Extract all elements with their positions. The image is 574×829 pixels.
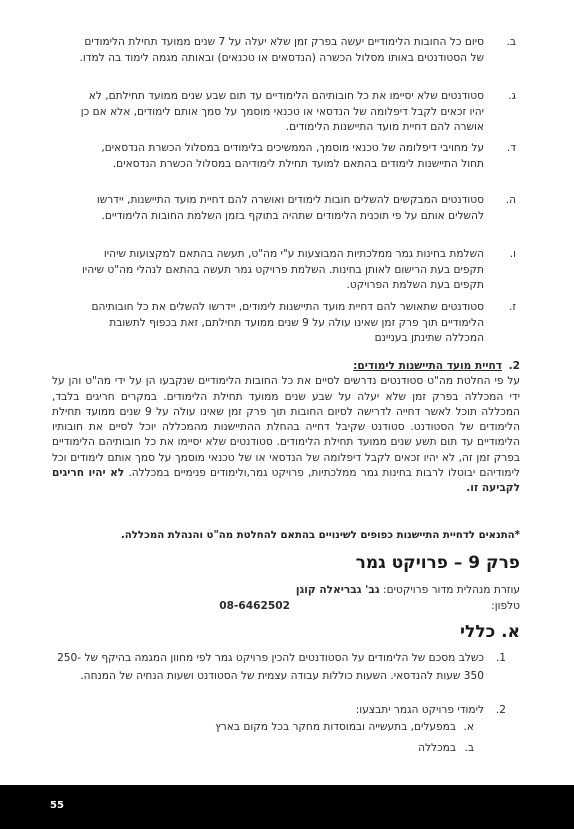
item-marker: א. bbox=[463, 721, 474, 733]
list-item bbox=[76, 300, 516, 347]
chapter-title: פרק 9 – פרויקט גמר bbox=[355, 553, 520, 573]
footnote: *התנאים לדחיית התיישנות כפופים לשינויים בהתאם להחלטת מה"ט והנהלת המכללה. bbox=[120, 530, 520, 541]
item-text: כשלב מסכם של הלימודים על הסטודנטים להכין פרויקט גמר לפי מחוון המגמה בהיקף של 250-350 שעות להנדסאי. השעות כוללות עבודה עצמית של הסטודנט ושעות הנחיה של המנחה. bbox=[57, 652, 484, 682]
item-text: לימודי פרויקט הגמר יתבצעו: bbox=[355, 704, 484, 716]
section-number: 2. bbox=[508, 360, 520, 372]
item-marker: ג. bbox=[508, 90, 516, 102]
item-text: השלמת בחינות גמר ממלכתיות המבוצעות ע"י מה"ט, תעשה בהתאם למקצועות שיהיו תקפים בעת הרישום לאותן בחינות. השלמת פרויקט גמר תעשה בהתאם לנהלי מה"ט שיהיו תקפים בעת השלמת הפרויקט. bbox=[81, 248, 484, 292]
item-text: סטודנטים שתאושר להם דחיית מועד התיישנות לימודים, יידרשו להשלים את כל חובותיהם הלימודיים תוך פרק זמן שאינו עולה על 9 שנים ממועד תחילתם, זאת בכפוף לתשובת המכללה שתינתן בעניינם bbox=[91, 301, 484, 345]
coordinator-name: גב' גבריאלה קוגן bbox=[295, 584, 380, 596]
list-item bbox=[76, 247, 516, 294]
sub-list-item bbox=[215, 719, 474, 735]
item-text: סטודנטים שלא יסיימו את כל חובותיהם הלימודיים עד תום שבע שנים ממועד תחילתם, לא יהיו זכאים לקבל דיפלומה של הנדסאי או טכנאי מוסמך על סמך אותם לימודים, אלא אם כן אושרה להם דחיית מועד התיישנות הלימודים. bbox=[80, 90, 484, 134]
item-text: סטודנטים המבקשים להשלים חובות לימודים ואושרה להם דחיית מועד התיישנות, יידרשו להשלים אותם על פי תוכנית הלימודים שתהיה בתוקף בזמן השלמת החובות הלימודיים. bbox=[96, 194, 484, 222]
item-marker: ב. bbox=[506, 36, 516, 48]
sub-list-item bbox=[418, 740, 474, 756]
section-title: א. כללי bbox=[460, 622, 520, 642]
section-2 bbox=[52, 359, 520, 497]
item-marker: ו. bbox=[509, 248, 516, 260]
list-item bbox=[50, 702, 520, 720]
section-paragraph bbox=[52, 374, 520, 496]
item-marker: ב. bbox=[464, 742, 474, 754]
phone-label: טלפון: bbox=[491, 600, 520, 612]
item-marker: 1. bbox=[495, 652, 506, 664]
paragraph-text: על פי החלטת מה"ט סטודנטים נדרשים לסיים את כל החובות הלימודיים שנקבעו הן על ידי מה"ט והן על ידי המכללה בפרק זמן שלא יעלה על שבע שנים ממועד תחילת הלימודים. במקרים חריגים בלבד, המכללה תוכל לאשר דחייה לדרישה לסיום החובות תוך פרק זמן שאינו עולה על 9 שנים ממועד תחילת הלימודים של הסטודנט. סטודנט שקיבל דחייה בהחלת ההתיישנות מהמכללה יוכל לסיים את חובותיו הלימודיים עד תום תשע שנים ממועד תחילת הלימודים. סטודנטים שלא יסיימו את כל חובותיהם הלימודיים בפרק זמן זה, לא יהיו זכאים לקבל דיפלומה של הנדסאי או של טכנאי מוסמך על סמך אותם לימודים וכל לימודיהם יבוטלו לרבות בחינות גמר ממלכתיות, פרויקט גמר,ולימודים פנימיים במכללה. bbox=[52, 375, 521, 480]
item-text: סיום כל החובות הלימודיים יעשה בפרק זמן שלא יעלה על 7 שנים ממועד תחילת הלימודים של הסטודנטים באותו מסלול הכשרה (הנדסאים או טכנאים) ובאותה מגמה לימוד בה למדו. bbox=[79, 36, 484, 64]
phone-number: 08-6462502 bbox=[219, 600, 290, 612]
coordinator-line bbox=[50, 582, 520, 598]
section-heading: דחיית מועד התיישנות לימודים: bbox=[353, 360, 502, 372]
list-item bbox=[50, 650, 520, 685]
item-marker: ד. bbox=[506, 142, 516, 154]
item-text: על מחויבי דיפלומה של טכנאי מוסמך, הממשיכים בלימודים במסלול הכשרת הנדסאים, תחול התיישנות לימודים בהתאם למועד תחילת לימודיהם במסלול הכשרת הנדסאים. bbox=[101, 142, 484, 170]
item-marker: ה. bbox=[505, 194, 516, 206]
item-marker: ז. bbox=[508, 301, 516, 313]
item-text: במפעלים, בתעשייה ובמוסדות מחקר בכל מקום בארץ bbox=[215, 721, 456, 733]
coordinator-info bbox=[50, 582, 520, 614]
item-marker: 2. bbox=[495, 704, 506, 716]
item-text: במכללה bbox=[418, 742, 456, 754]
list-item bbox=[76, 141, 516, 172]
paragraph-bold-tail: לא יהיו חריגים לקביעה זו. bbox=[52, 467, 520, 495]
footer-bar bbox=[0, 785, 574, 829]
list-item bbox=[76, 89, 516, 136]
list-item bbox=[76, 35, 516, 66]
page-number: 55 bbox=[50, 800, 64, 811]
list-item bbox=[76, 193, 516, 224]
coordinator-label: עוזרת מנהלית מדור פרויקטים: bbox=[383, 584, 520, 596]
